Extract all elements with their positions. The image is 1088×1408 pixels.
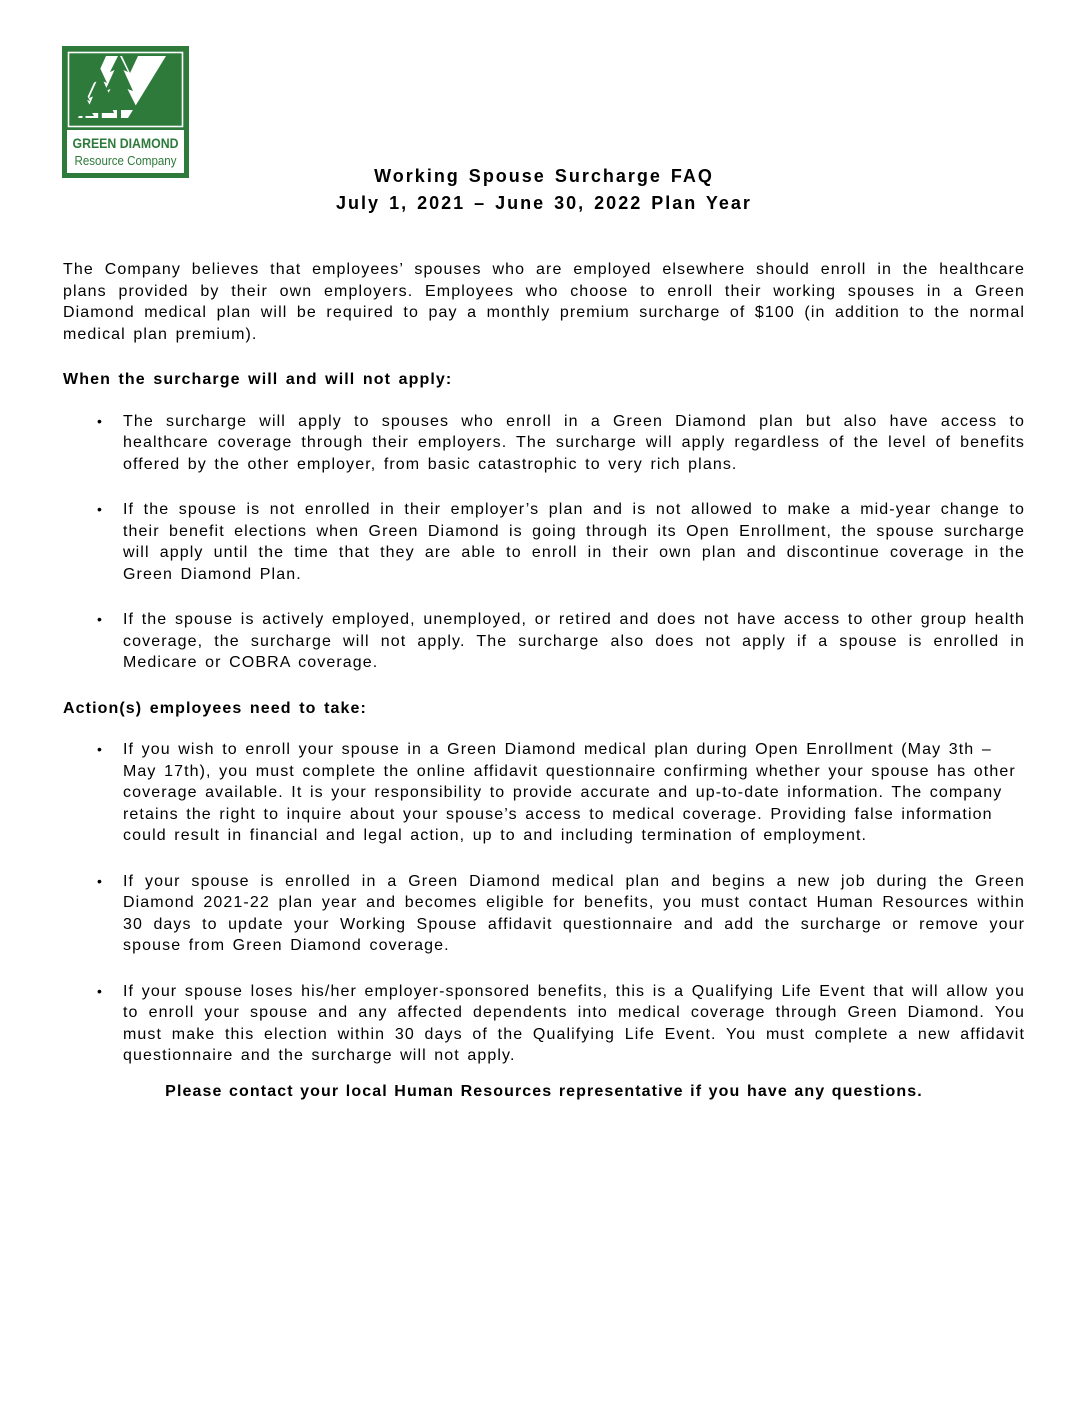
document-subtitle: July 1, 2021 – June 30, 2022 Plan Year xyxy=(336,193,752,213)
intro-paragraph: The Company believes that employees’ spouses who are employed elsewhere should enroll in the healthcare plans provided by their own employers. Employees who choose to enroll their working spouses in a Green Diamond medical plan will be required to pay a monthly premium surcharge of $100 (in addition to the normal medical plan premium). xyxy=(63,261,1025,343)
logo-company-name: GREEN DIAMOND xyxy=(72,135,179,151)
bullet-item xyxy=(97,411,1025,476)
bullet-icon: • xyxy=(97,982,104,999)
bullet-text: If your spouse is enrolled in a Green Diamond medical plan and begins a new job during the Green Diamond 2021-22 plan year and becomes eligible for benefits, you must contact Human Resources within 30 days to update your Working Spouse affidavit questionnaire and add the surcharge or remove your spouse from Green Diamond coverage. xyxy=(123,872,1025,954)
section-2-bullet-list xyxy=(63,739,1025,1067)
company-logo xyxy=(62,46,189,178)
bullet-item xyxy=(97,981,1025,1067)
bullet-text: If the spouse is not enrolled in their employer’s plan and is not allowed to make a mid-year change to their benefit elections when Green Diamond is going through its Open Enrollment, the spouse surcharge will apply until the time that they are able to enroll in their own plan and discontinue coverage in the Green Diamond Plan. xyxy=(123,501,1025,583)
bullet-text: The surcharge will apply to spouses who enroll in a Green Diamond plan but also have access to healthcare coverage through their employers. The surcharge will apply regardless of the level of benefits offered by the other employer, from basic catastrophic to very rich plans. xyxy=(123,412,1025,473)
bullet-icon: • xyxy=(97,611,104,627)
document-title-block xyxy=(63,163,1025,217)
bullet-item xyxy=(97,499,1025,585)
bullet-item xyxy=(97,609,1025,674)
bullet-text: If your spouse loses his/her employer-sponsored benefits, this is a Qualifying Life Event that will allow you to enroll your spouse and any affected dependents into medical coverage through Green Diamond. You must make this election within 30 days of the Qualifying Life Event. You must complete a new affidavit questionnaire and the surcharge will not apply. xyxy=(123,982,1025,1064)
bullet-text: If you wish to enroll your spouse in a Green Diamond medical plan during Open Enrollment (May 3th – May 17th), you must complete the online affidavit questionnaire confirming whether your spouse has other coverage available. It is your responsibility to provide accurate and up-to-date information. The company retains the right to inquire about your spouse’s access to medical coverage. Providing false information could result in financial and legal action, up to and including termination of employment. xyxy=(123,741,1016,844)
bullet-item xyxy=(97,871,1025,957)
bullet-item xyxy=(97,739,1025,847)
document-title: Working Spouse Surcharge FAQ xyxy=(374,166,714,186)
section-1-heading: When the surcharge will and will not apply: xyxy=(63,371,453,388)
footer-note: Please contact your local Human Resources representative if you have any questions. xyxy=(165,1082,923,1100)
bullet-icon: • xyxy=(97,872,104,889)
green-diamond-logo-icon xyxy=(62,46,189,178)
bullet-icon: • xyxy=(97,741,104,757)
section-2-heading: Action(s) employees need to take: xyxy=(63,699,367,717)
bullet-text: If the spouse is actively employed, unemployed, or retired and does not have access to other group health coverage, the surcharge will not apply. The surcharge also does not apply if a spouse is enrolled in Medicare or COBRA coverage. xyxy=(123,611,1025,671)
bullet-icon: • xyxy=(97,412,104,429)
logo-company-subtitle: Resource Company xyxy=(74,154,178,168)
bullet-icon: • xyxy=(97,501,104,517)
section-1-bullet-list xyxy=(63,411,1025,674)
